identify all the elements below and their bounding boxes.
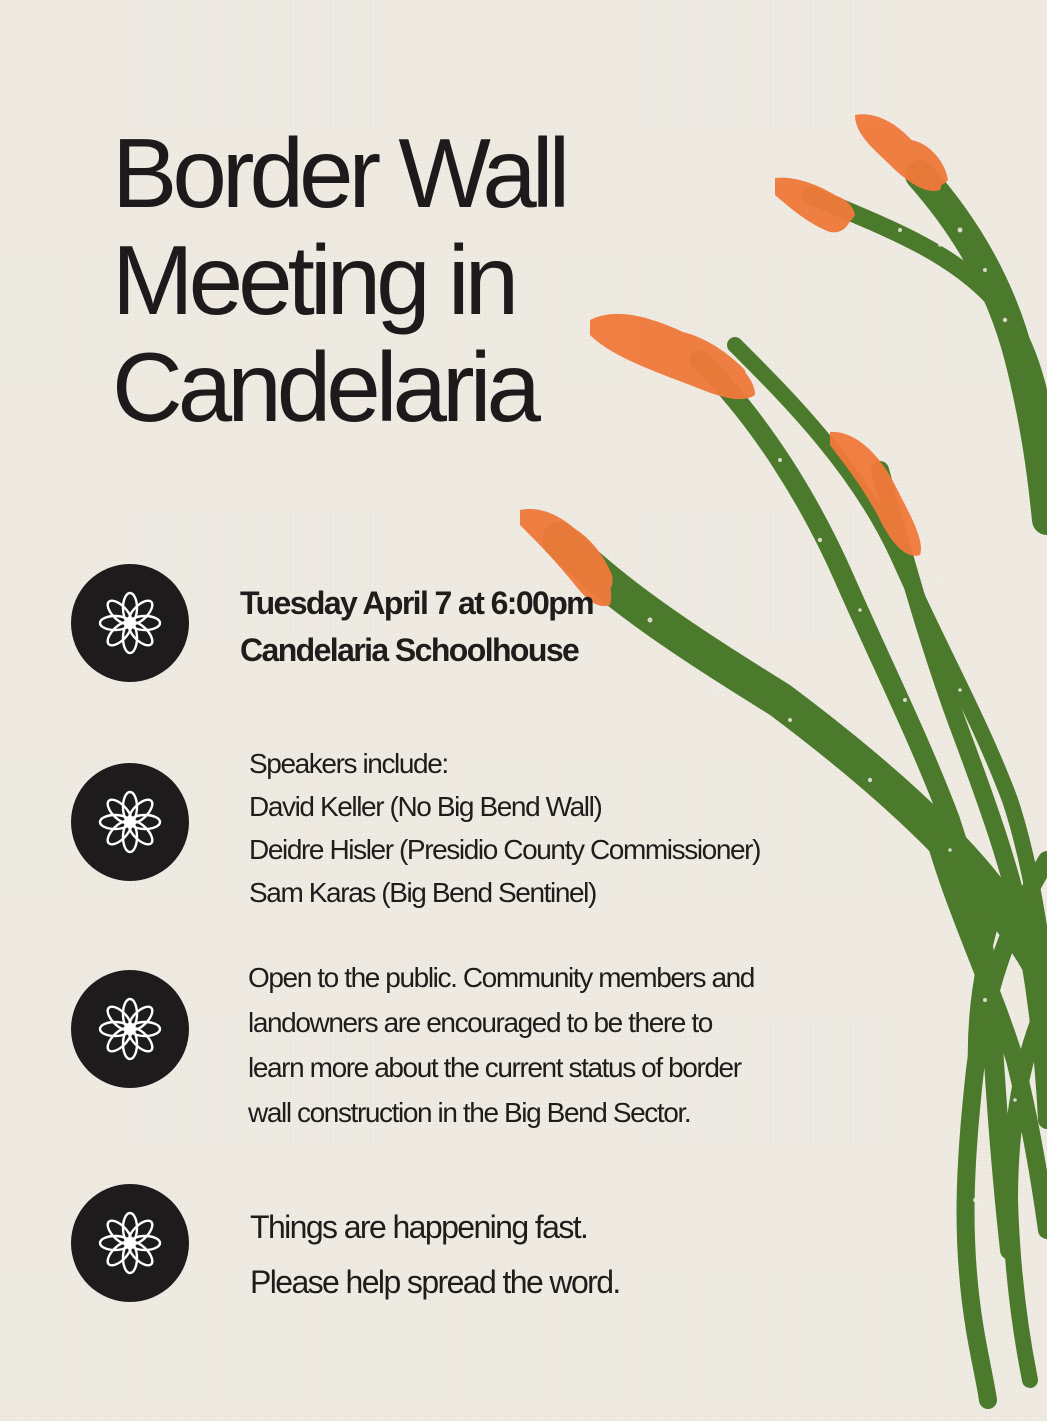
speakers-section: [249, 742, 760, 914]
closing-line: Things are happening fast.: [250, 1209, 588, 1245]
public-info-line: Open to the public. Community members and: [248, 962, 754, 993]
bullet-badge: [71, 970, 189, 1088]
flower-icon: [95, 588, 165, 658]
bullet-badge: [71, 1184, 189, 1302]
event-location: Candelaria Schoolhouse: [240, 632, 579, 668]
closing-line: Please help spread the word.: [250, 1264, 620, 1300]
closing-message: [250, 1200, 620, 1310]
flower-icon: [95, 994, 165, 1064]
bullet-badge: [71, 763, 189, 881]
page-title: [112, 120, 732, 441]
flower-icon: [95, 1208, 165, 1278]
title-line: Candelaria: [112, 332, 536, 442]
title-line: Border Wall: [112, 118, 566, 228]
event-date-time: Tuesday April 7 at 6:00pm: [240, 585, 594, 621]
speaker-item: David Keller (No Big Bend Wall): [249, 791, 602, 822]
public-info-line: learn more about the current status of border: [248, 1052, 741, 1083]
flower-icon: [95, 787, 165, 857]
speakers-heading: Speakers include:: [249, 748, 448, 779]
public-info-line: wall construction in the Big Bend Sector.: [248, 1097, 691, 1128]
public-info: [248, 955, 754, 1135]
public-info-line: landowners are encouraged to be there to: [248, 1007, 712, 1038]
speaker-item: Sam Karas (Big Bend Sentinel): [249, 877, 596, 908]
title-line: Meeting in: [112, 225, 515, 335]
speaker-item: Deidre Hisler (Presidio County Commissioner): [249, 834, 761, 865]
event-details: [240, 580, 593, 674]
bullet-badge: [71, 564, 189, 682]
